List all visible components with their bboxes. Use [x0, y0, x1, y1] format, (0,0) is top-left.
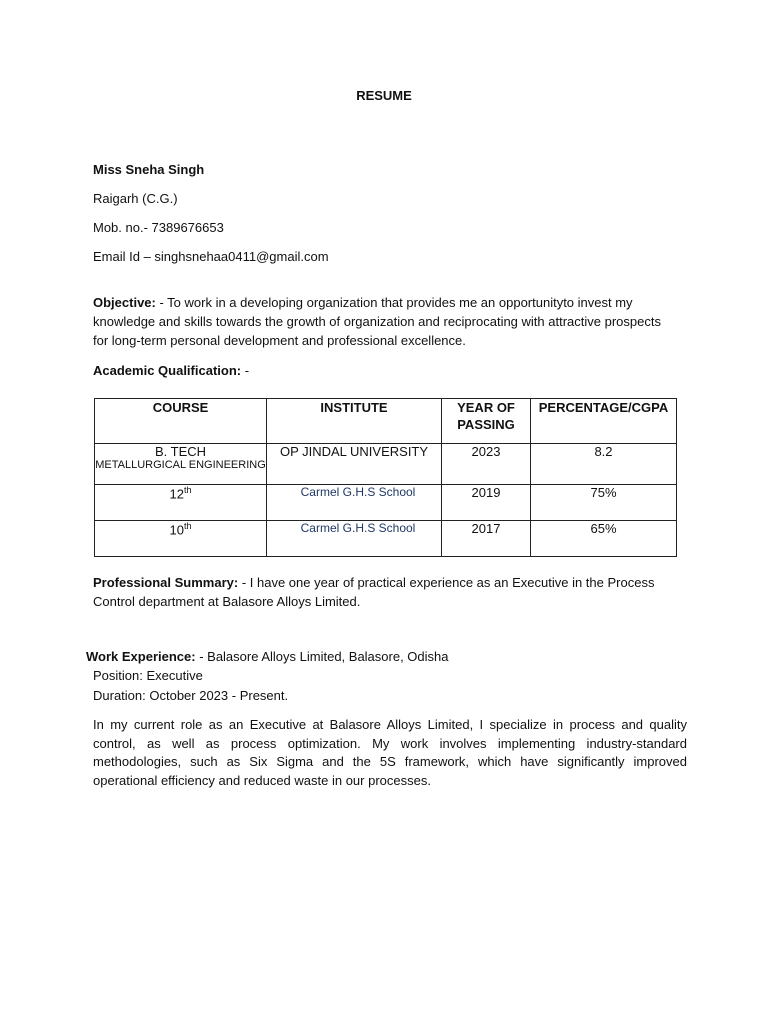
candidate-email: Email Id – singhsnehaa0411@gmail.com [93, 249, 329, 264]
header-year: YEAR OF PASSING [442, 399, 531, 444]
course-ordinal: th [183, 485, 192, 495]
score-cell: 75% [531, 485, 677, 521]
year-cell: 2023 [442, 444, 531, 485]
academic-label: Academic Qualification: [93, 363, 242, 378]
institute-cell: Carmel G.H.S School [267, 485, 442, 521]
objective-section [93, 293, 673, 350]
course-name: B. TECH [154, 444, 207, 459]
institute-cell: OP JINDAL UNIVERSITY [267, 444, 442, 485]
course-cell [95, 444, 267, 485]
objective-text: - To work in a developing organization that provides me an opportunityto invest my knowledge and skills towards the growth of organization and reciprocating with attractive prospects for long-term personal development and professional excellence. [93, 295, 661, 348]
course-ordinal: th [183, 521, 192, 531]
summary-label: Professional Summary: [93, 575, 239, 590]
header-percentage: PERCENTAGE/CGPA [531, 399, 677, 444]
course-cell: 12th [95, 485, 267, 521]
score-cell: 65% [531, 521, 677, 557]
course-cell: 10th [95, 521, 267, 557]
candidate-name: Miss Sneha Singh [93, 162, 205, 177]
table-header-row [95, 399, 677, 444]
table-row [95, 485, 677, 521]
work-description: In my current role as an Executive at Balasore Alloys Limited, I specialize in process and quality control, as well as process optimization. My work involves implementing industry-standard methodologies, such as Six Sigma and the 5S framework, which have significantly improved operational efficiency and reduced waste in our processes. [93, 717, 687, 788]
year-cell: 2017 [442, 521, 531, 557]
table-row [95, 521, 677, 557]
objective-label: Objective: [93, 295, 156, 310]
header-institute: INSTITUTE [267, 399, 442, 444]
candidate-location: Raigarh (C.G.) [93, 191, 178, 206]
score-cell: 8.2 [531, 444, 677, 485]
candidate-mobile: Mob. no.- 7389676653 [93, 220, 224, 235]
work-label: Work Experience: [86, 649, 196, 664]
year-cell: 2019 [442, 485, 531, 521]
course-subject: METALLURGICAL ENGINEERING [95, 459, 266, 471]
work-duration: Duration: October 2023 - Present. [93, 688, 289, 703]
work-heading [86, 647, 449, 666]
summary-section [93, 573, 673, 611]
work-position: Position: Executive [93, 668, 203, 683]
page-title: RESUME [356, 88, 412, 103]
academic-table [94, 398, 677, 557]
table-row [95, 444, 677, 485]
header-course: COURSE [95, 399, 267, 444]
academic-suffix: - [241, 363, 250, 378]
work-company: - Balasore Alloys Limited, Balasore, Odisha [195, 649, 449, 664]
academic-heading [93, 361, 249, 380]
summary-text: - I have one year of practical experience as an Executive in the Process Control department at Balasore Alloys Limited. [93, 575, 655, 609]
institute-cell: Carmel G.H.S School [267, 521, 442, 557]
